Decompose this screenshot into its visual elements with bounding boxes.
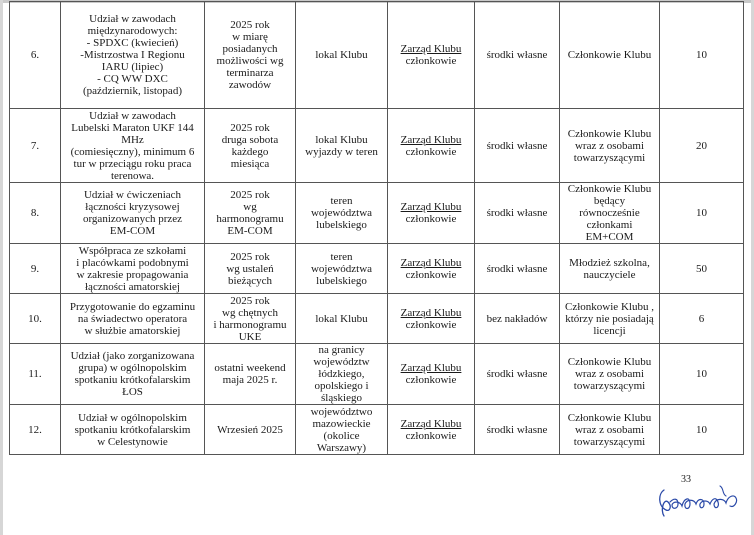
count-cell: 10 [660,2,744,109]
place-cell: teren województwa lubelskiego [296,183,388,244]
funding-cell: środki własne [475,244,560,294]
organizer-members: członkowie [405,374,457,386]
organizer-members: członkowie [405,268,457,281]
term-cell: 2025 rok wg chętnych i harmonogramu UKE [205,294,296,344]
page-edge-left [0,0,3,535]
activity-cell: Udział w zawodach Lubelski Maraton UKF 144 MHz (comiesięczny), minimum 6 tur w przeciągu roku praca terenowa. [61,109,205,183]
organizer-members: członkowie [405,145,457,158]
table-row [10,2,744,109]
funding-cell: bez nakładów [475,294,560,344]
term-cell: 2025 rok wg harmonogramu EM-COM [205,183,296,244]
count-cell: 50 [660,244,744,294]
organizer-cell [388,2,475,109]
organizer-board: Zarząd Klubu [400,417,462,430]
place-cell: lokal Klubu [296,294,388,344]
participants-cell: Członkowie Klubu wraz z osobami towarzyszącymi [560,109,660,183]
place-cell: teren województwa lubelskiego [296,244,388,294]
term-cell: ostatni weekend maja 2025 r. [205,344,296,405]
term-cell: Wrzesień 2025 [205,405,296,455]
table-row [10,109,744,183]
table-row [10,183,744,244]
place-cell: na granicy województw łódzkiego, opolskiego i śląskiego [296,344,388,405]
organizer-board: Zarząd Klubu [400,306,462,319]
organizer-cell [388,244,475,294]
participants-cell: Młodzież szkolna, nauczyciele [560,244,660,294]
count-cell: 10 [660,344,744,405]
row-number: 9. [10,244,61,294]
term-cell: 2025 rok wg ustaleń bieżących [205,244,296,294]
organizer-board: Zarząd Klubu [400,256,462,269]
row-number: 8. [10,183,61,244]
place-cell: lokal Klubu [296,2,388,109]
row-number: 6. [10,2,61,109]
organizer-board: Zarząd Klubu [400,43,462,55]
table-row [10,344,744,405]
activity-cell: Współpraca ze szkołami i placówkami podobnymi w zakresie propagowania łączności amatorskiej [61,244,205,294]
activity-cell: Udział w zawodach międzynarodowych: - SPDXC (kwiecień) -Mistrzostwa I Regionu IARU (lipiec) - CQ WW DXC (październik, listopad) [61,2,205,109]
count-cell: 10 [660,183,744,244]
funding-cell: środki własne [475,405,560,455]
table-row [10,244,744,294]
organizer-board: Zarząd Klubu [400,201,462,213]
count-cell: 6 [660,294,744,344]
place-cell: lokal Klubu wyjazdy w teren [296,109,388,183]
page-number: 33 [681,474,691,485]
row-number: 11. [10,344,61,405]
activity-plan-table [9,1,744,455]
participants-cell: Członkowie Klubu będący równocześnie członkami EM+COM [560,183,660,244]
organizer-members: członkowie [405,429,457,442]
term-cell: 2025 rok druga sobota każdego miesiąca [205,109,296,183]
row-number: 12. [10,405,61,455]
activity-cell: Udział w ogólnopolskim spotkaniu krótkofalarskim w Celestynowie [61,405,205,455]
handwritten-signature [650,468,750,520]
participants-cell: Członkowie Klubu wraz z osobami towarzyszącymi [560,344,660,405]
organizer-members: członkowie [405,213,457,225]
row-number: 7. [10,109,61,183]
table-row [10,294,744,344]
funding-cell: środki własne [475,2,560,109]
organizer-cell [388,344,475,405]
activity-cell: Udział (jako zorganizowana grupa) w ogólnopolskim spotkaniu krótkofalarskim ŁOS [61,344,205,405]
count-cell: 10 [660,405,744,455]
participants-cell: Członkowie Klubu wraz z osobami towarzyszącymi [560,405,660,455]
organizer-board: Zarząd Klubu [400,133,462,146]
organizer-cell [388,183,475,244]
funding-cell: środki własne [475,109,560,183]
participants-cell: Członkowie Klubu , którzy nie posiadają licencji [560,294,660,344]
activity-cell: Przygotowanie do egzaminu na świadectwo operatora w służbie amatorskiej [61,294,205,344]
count-cell: 20 [660,109,744,183]
organizer-cell [388,405,475,455]
row-number: 10. [10,294,61,344]
organizer-cell [388,109,475,183]
organizer-members: członkowie [405,318,457,331]
funding-cell: środki własne [475,183,560,244]
organizer-members: członkowie [405,55,457,67]
organizer-board: Zarząd Klubu [400,362,462,374]
participants-cell: Członkowie Klubu [560,2,660,109]
activity-cell: Udział w ćwiczeniach łączności kryzysowej organizowanych przez EM-COM [61,183,205,244]
organizer-cell [388,294,475,344]
table-row [10,405,744,455]
place-cell: województwo mazowieckie (okolice Warszawy) [296,405,388,455]
term-cell: 2025 rok w miarę posiadanych możliwości wg terminarza zawodów [205,2,296,109]
funding-cell: środki własne [475,344,560,405]
